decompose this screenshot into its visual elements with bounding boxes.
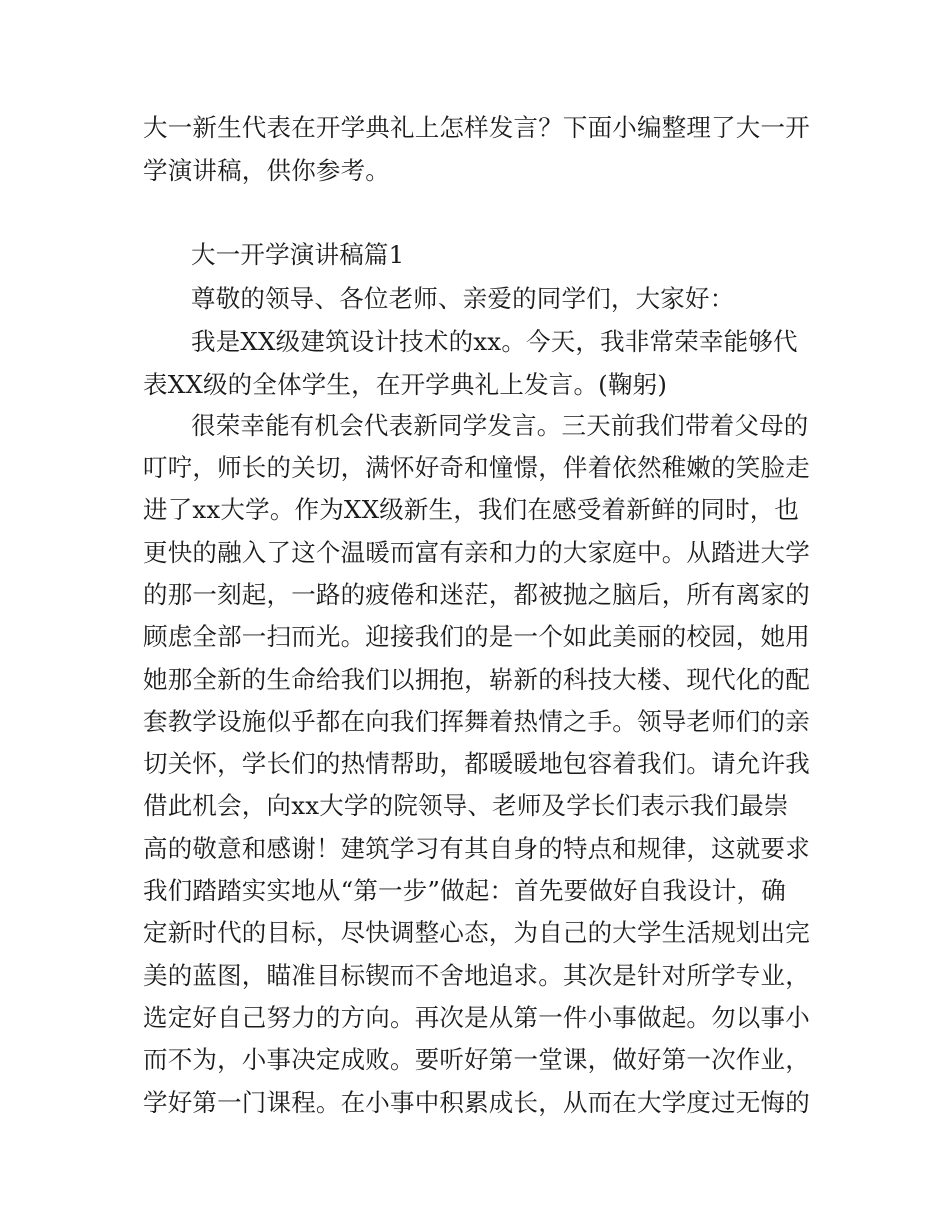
paragraph2-line-5: 的那一刻起，一路的疲倦和迷茫，都被抛之脑后，所有离家的: [143, 580, 810, 609]
paragraph2-line-11: 高的敬意和感谢！建筑学习有其自身的特点和规律，这就要求: [143, 834, 810, 863]
paragraph2-line-16: 而不为，小事决定成败。要听好第一堂课，做好第一次作业，: [143, 1045, 810, 1074]
paragraph2-line-6: 顾虑全部一扫而光。迎接我们的是一个如此美丽的校园，她用: [143, 622, 810, 651]
paragraph2-line-9: 切关怀，学长们的热情帮助，都暖暖地包容着我们。请允许我: [143, 749, 810, 778]
paragraph2-line-10: 借此机会，向xx大学的院领导、老师及学长们表示我们最崇: [143, 791, 789, 820]
paragraph2-line-3: 进了xx大学。作为XX级新生，我们在感受着新鲜的同时，也: [143, 495, 800, 524]
paragraph2-line-17: 学好第一门课程。在小事中积累成长，从而在大学度过无悔的: [143, 1088, 810, 1117]
section-title: 大一开学演讲稿篇1: [191, 240, 405, 269]
intro-line-2: 学演讲稿，供你参考。: [143, 156, 390, 185]
paragraph1-line-1: 我是XX级建筑设计技术的xx。今天，我非常荣幸能够代: [191, 327, 798, 356]
paragraph2-line-1: 很荣幸能有机会代表新同学发言。三天前我们带着父母的: [191, 411, 809, 440]
paragraph2-line-15: 选定好自己努力的方向。再次是从第一件小事做起。勿以事小: [143, 1003, 810, 1032]
greeting: 尊敬的领导、各位老师、亲爱的同学们，大家好：: [191, 284, 735, 313]
paragraph1-line-2: 表XX级的全体学生，在开学典礼上发言。(鞠躬): [143, 370, 668, 399]
paragraph2-line-7: 她那全新的生命给我们以拥抱，崭新的科技大楼、现代化的配: [143, 665, 810, 694]
intro-line-1: 大一新生代表在开学典礼上怎样发言？下面小编整理了大一开: [143, 113, 810, 142]
paragraph2-line-13: 定新时代的目标，尽快调整心态，为自己的大学生活规划出完: [143, 918, 810, 947]
paragraph2-line-4: 更快的融入了这个温暖而富有亲和力的大家庭中。从踏进大学: [143, 538, 810, 567]
paragraph2-line-12: 我们踏踏实实地从“第一步”做起：首先要做好自我设计，确: [143, 876, 786, 905]
paragraph2-line-8: 套教学设施似乎都在向我们挥舞着热情之手。领导老师们的亲: [143, 707, 810, 736]
paragraph2-line-14: 美的蓝图，瞄准目标锲而不舍地追求。其次是针对所学专业，: [143, 961, 810, 990]
paragraph2-line-2: 叮咛，师长的关切，满怀好奇和憧憬，伴着依然稚嫩的笑脸走: [143, 453, 810, 482]
